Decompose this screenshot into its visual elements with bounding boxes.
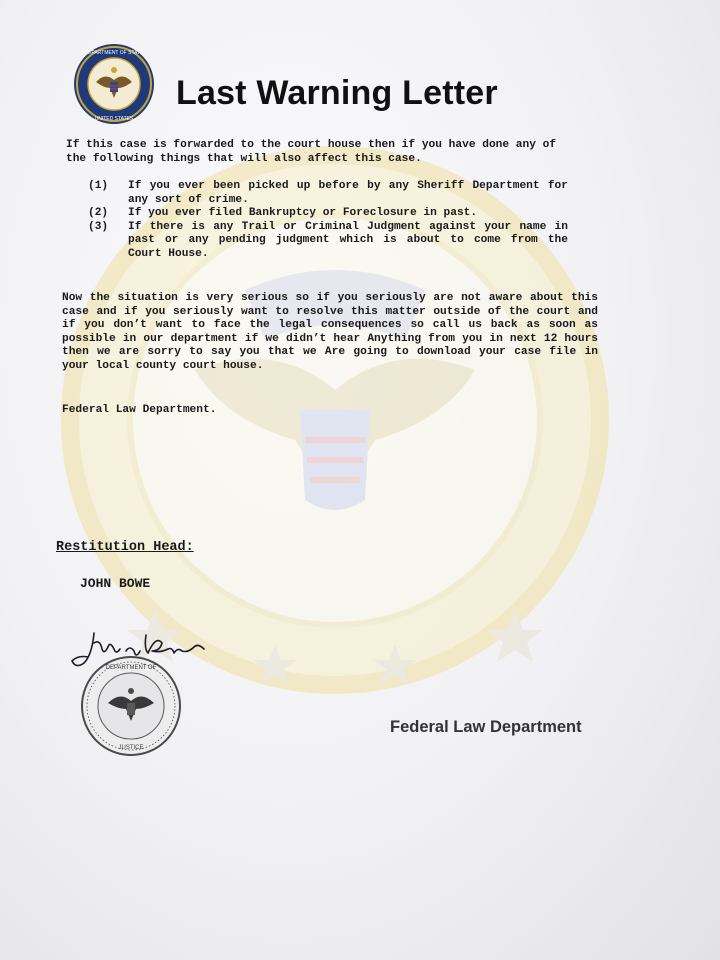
list-item-text: If you ever been picked up before by any Sheriff Department for any sort of crime.	[128, 180, 568, 206]
list-item	[88, 180, 568, 207]
svg-text:DEPARTMENT OF: DEPARTMENT OF	[105, 665, 157, 671]
body-paragraph: Now the situation is very serious so if you seriously are not aware about this case and if you seriously want to resolve this matter outside of the court and if you don’t want to face the legal consequences so call us back as soon as possible in our department if we didn’t hear Anything from you in next 12 hours then we are sorry to say you that we Are going to download your case file in your local county court house.	[62, 292, 598, 372]
department-of-justice-stamp	[80, 655, 182, 757]
closing-line: Federal Law Department.	[62, 404, 217, 416]
svg-text:UNITED STATES: UNITED STATES	[94, 116, 134, 122]
letter-title: Last Warning Letter	[176, 74, 498, 112]
list-item-number: (2)	[88, 207, 109, 219]
svg-text:DEPARTMENT OF STATE: DEPARTMENT OF STATE	[84, 50, 144, 56]
conditions-list	[88, 180, 568, 261]
list-item-text: If there is any Trail or Criminal Judgment against your name in past or any pending judgment which is about to come from the Court House.	[128, 220, 568, 260]
list-item-text: If you ever filed Bankruptcy or Foreclosure in past.	[128, 207, 478, 219]
list-item	[88, 221, 568, 262]
list-item	[88, 207, 568, 221]
restitution-head-name: JOHN BOWE	[80, 576, 151, 591]
list-item-number: (3)	[88, 220, 109, 233]
svg-text:JUSTICE: JUSTICE	[118, 745, 144, 751]
footer-department: Federal Law Department	[390, 718, 582, 736]
intro-paragraph: If this case is forwarded to the court house then if you have done any of the following things that will also affect this case.	[66, 139, 557, 165]
department-of-state-seal	[72, 42, 156, 126]
list-item-number: (1)	[88, 180, 109, 192]
restitution-head-label: Restitution Head:	[56, 540, 194, 555]
